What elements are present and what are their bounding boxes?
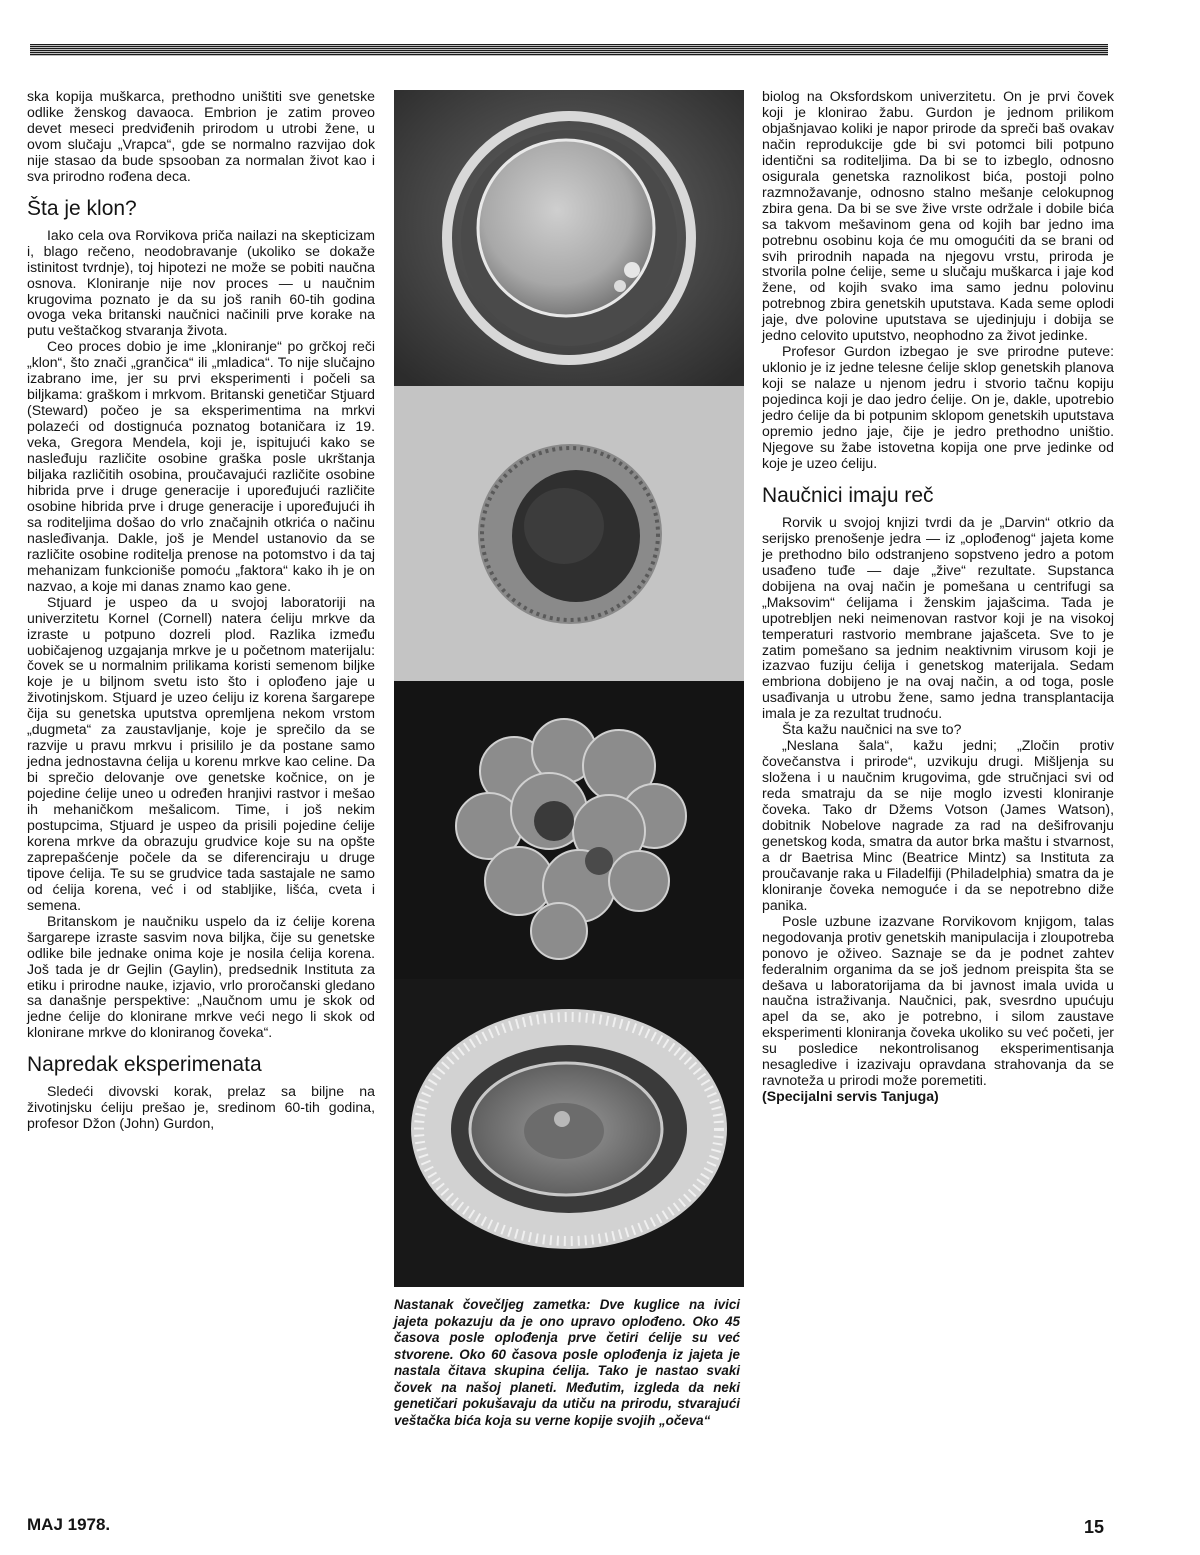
left-column bbox=[27, 89, 375, 1132]
paragraph: Posle uzbune izazvane Rorvikovom knjigom, talas negodovanja protiv genetskih manipulacija i zloupotreba ponovo je oživeo. Saznaje se da je podnet zahtev federalnim organima da se još jednom preispita šta se dešava u laboratorijama da bi javnost imala uvida u naučna istraživanja. Naučnici, pak, svesrdno upućuju apel da se, ako je potrebno, i silom zaustave eksperimenti kloniranja čoveka ukoliko su već početi, jer su posledice nekontrolisanog eksperimentisanja nesagledive i izazivaju opravdana strahovanja da se ravnoteža u prirodi može poremetiti. bbox=[762, 912, 1114, 1089]
credit-line: (Specijalni servis Tanjuga) bbox=[762, 1088, 939, 1105]
paragraph: Stjuard je uspeo da u svojoj laboratoriji na univerzitetu Kornel (Cornell) natera ćeliju mrkve da izraste u potpuno dozreli plod. Razlika između uobičajenog uzgajanja mrkve je u početnom materijalu: čovek se u normalnim prilikama koristi semenom biljke koje je u biljnom svetu isto što i oplođeno jaje u životinjskom. Stjuard je uzeo ćeliju iz korena šargarepe čija su genetska uputstva opremljena nekom vrstom „dugmeta“ za zaustavljanje, koje je sprečilo da se razvije u pravu mrkvu i prisililo je da postane samo jedna jednostavna ćelija u korenu mrkve kao celine. Da bi sprečio delovanje ove genetske kočnice, on je pojedine ćelije uneo u određen hranjivi rastvor i mešao ih mehaničkom mešalicom. Time, i još nekim postupcima, Stjuard je uspeo da prisili pojedine ćelije korena mrkve da obrazuju grudvice koje su na opšte zaprepašćenje počele da se diferenciraju u druge tipove ćelija. Te su se grudvice tada sastajale ne samo od ćelija korena, već i od stabljike, lišća, cveta i semena. bbox=[27, 593, 375, 913]
paragraph: Šta kažu naučnici na sve to? bbox=[782, 721, 962, 738]
paragraph: Sledeći divovski korak, prelaz sa biljne na životinjsku ćeliju prešao je, sredinom 60-tih godina, profesor Džon (John) Gurdon, bbox=[27, 1083, 375, 1132]
paragraph: Rorvik u svojoj knjizi tvrdi da je „Darvin“ otkrio da serijsko prenošenje jedra — iz „oplođenog“ jajeta kome je prethodno bilo odstranjeno sopstveno jedro a potom usađeno tuđe — daje „žive“ rezultate. Supstanca dobijena na ovaj način je pomešana u centrifugi sa „Maksovim“ ćelijama i ženskim jajašcima. Tada je upotrebljen neki neimenovan rastvor koji je na visokoj temperaturi rastvorio membrane jajašceta. Sve to je zatim pomešano sa jednim neaktivnim virusom koji je izazvao fuziju ćelija i genetskog materijala. Sedam embriona dobijeno je na ovaj način, a od toga, posle usađivanja u utrobu žene, samo jedna transplantacija imala je za rezultat trudnoću. bbox=[762, 513, 1114, 722]
section-heading: Šta je klon? bbox=[27, 196, 137, 220]
photo-four-cells bbox=[394, 386, 744, 681]
section-heading: Naučnici imaju reč bbox=[762, 483, 934, 507]
photo-embryo bbox=[394, 979, 744, 1287]
paragraph: Ceo proces dobio je ime „kloniranje“ po grčkoj reči „klon“, što znači „grančica“ ili „mladica“. To nije slučajno izabrano ime, jer su prvi eksperimenti i počeli sa biljkama: graškom i mrkvom. Britanski genetičar Stjuard (Steward) počeo je sa eksperimentima na mrkvi polazeći od dostignuća poznatog botaničara iz 19. veka, Gregora Mendela, koji je, ispitujući kako se nasleđuju različite osobine graška posle ukrštanja biljaka različitih osobina, proučavajući različite osobine hibrida prve i druge generacije i upoređujući različite osobine hibrida prve i druge generacije i upoređujući ih sa roditeljima došao do vrlo značajnih otkrića o načinu nasleđivanja. Dakle, još je Mendel ustanovio da se različite osobine roditelja prenose na potomstvo i da taj mehanizam funkcioniše pomoću „faktora“ kako ih je on nazvao, a koje mi danas znamo kao gene. bbox=[27, 338, 375, 594]
page-number: 15 bbox=[1084, 1517, 1105, 1537]
photo-caption: Nastanak čovečljeg zametka: Dve kuglice na ivici jajeta pokazuju da je ono upravo oplođeno. Oko 45 časova posle oplođenja prve četiri ćelije su već stvorene. Oko 60 časova posle oplođenja iz jajeta je nastala čitava skupina ćelija. Tako je nastao svaki čovek na našoj planeti. Međutim, izgleda da neki genetičari pokušavaju da utiču na prirodu, stvarajući veštačka bića koja su verne kopije svojih „očeva“ bbox=[394, 1297, 740, 1428]
paragraph: Iako cela ova Rorvikova priča nailazi na skepticizam i, blago rečeno, neodobravanje (ukoliko se dokaže istinitost tvrdnje), toj hipotezi ne može se pobiti naučna osnova. Kloniranje nije nov proces — u naučnim krugovima poznato je da su još ranih 60-tih godina ovoga veka britanski naučnici načinili prve korake na putu veštačkog stvaranja života. bbox=[27, 226, 375, 339]
paragraph: Profesor Gurdon izbegao je sve prirodne puteve: uklonio je iz jedne telesne ćelije sklop genetskih planova koji se nalaze u njenom jedru i stvorio tačnu kopiju pojedinca koji je dao jedro ćelije. On je, dakle, upotrebio jedro ćelije da bi potpunim sklopom genetskih uputstava opremio jedno jaje, čije je jedro prethodno uništio. Njegove su žabe istovetna kopija one prve jedinke od koje je uzeo ćeliju. bbox=[762, 343, 1114, 471]
paragraph: „Neslana šala“, kažu jedni; „Zločin protiv čovečanstva i prirode“, uzvikuju drugi. Mišljenja su složena i u naučnim krugovima, gde stručnjaci svi od reda smatraju da se nije moglo izvesti kloniranje čoveka. Tako dr Džems Votson (James Watson), dobitnik Nobelove nagrade za rad na dešifrovanju genetskog koda, smatra da autor brka maštu i stvarnost, a dr Baetrisa Minc (Beatrice Mintz) sa Instituta za proučavanje raka u Filadelfiji (Philadelphia) smatra da je kloniranje čoveka nemoguće i da se nepotrebno diže panika. bbox=[762, 737, 1114, 913]
right-column bbox=[762, 89, 1114, 1105]
paragraph: biolog na Oksfordskom univerzitetu. On je prvi čovek koji je klonirao žabu. Gurdon je jednom prilikom objašnjavao koliki je napor prirode da spreči baš ovakav način reprodukcije gde bi svi potomci bili potpuno identični sa roditeljima. Da bi se to izbeglo, odnosno osigurala genetska raznolikost bića, postoji polno razmnožavanje, odnosno stalno mešanje celokupnog zbira gena. Da bi se sve žive vrste održale i dobile bića sa takvom mešavinom gena od kojih bar jedno ima potrebnu osobinu koja će mu omogućiti da se brani od svih prirodnih napada na njegovu vrstu, priroda je stvorila polne ćelije, seme u slučaju muškarca i jaje kod žene, od kojih svako ima samo jednu polovinu potrebnog zbira genetskih uputstava. Kada seme oplodi jaje, dve polovine uputstava se ujedinjuju i dobija se jedno celovito uputstvo, neophodno za život jedinke. bbox=[762, 88, 1114, 344]
photo-cell-cluster bbox=[394, 681, 744, 979]
photo-fertilized-egg bbox=[394, 90, 744, 386]
paragraph: Britanskom je naučniku uspelo da iz ćelije korena šargarepe izraste sasvim nova biljka, čije su genetske odlike bile jednake onima koje je nosila ćelija korena. Još tada je dr Gejlin (Gaylin), predsednik Instituta za etiku i prirodne nauke, izjavio, vrlo proročanski gledano sa današnje perspektive: „Naučnom umu je skok od jedne ćelije do klonirane mrkve veći nego li skok od klonirane mrkve do kloniranog čoveka“. bbox=[27, 912, 375, 1041]
section-heading: Napredak eksperimenata bbox=[27, 1053, 262, 1077]
header-rule bbox=[30, 44, 1108, 56]
paragraph: ska kopija muškarca, prethodno uništiti sve genetske odlike ženskog davaoca. Embrion je zatim proveo devet meseci predviđenih prirodom u utrobi žene, u ovom slučaju „Vrapca“, gde se normalno razvijao dok nije stasao da bude spsooban za normalan život kao i sva prirodno rođena deca. bbox=[27, 88, 375, 184]
photo-strip bbox=[394, 90, 744, 1287]
issue-date: MAJ 1978. bbox=[27, 1515, 111, 1534]
